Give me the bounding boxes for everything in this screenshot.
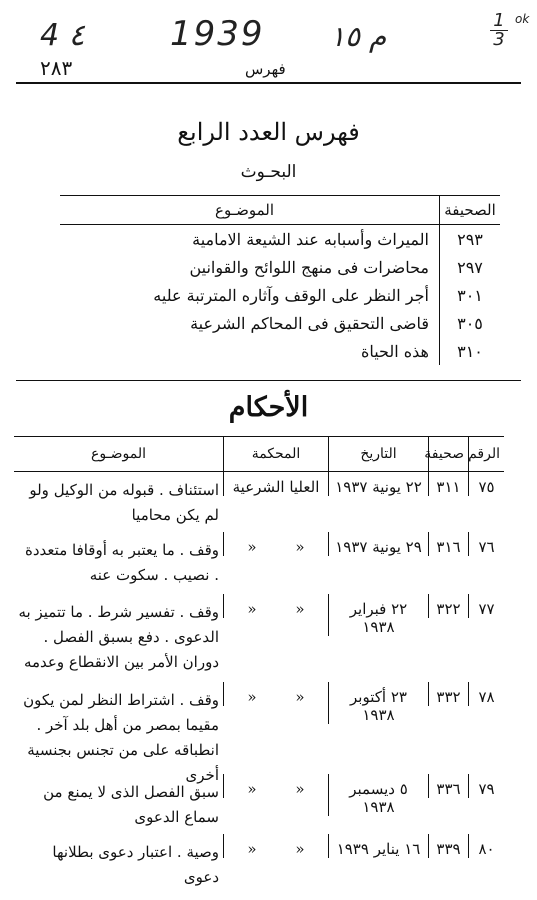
ruling-row	[14, 774, 504, 834]
research-row	[60, 337, 500, 365]
ditto-mark: «	[295, 840, 305, 858]
research-col-page: الصحيفة	[439, 196, 500, 224]
fraction-denominator: 3	[493, 29, 505, 50]
ruling-number: ٧٥	[468, 472, 504, 496]
ruling-date: ١٦ يناير ١٩٣٩	[328, 834, 428, 858]
ruling-number: ٧٩	[468, 774, 504, 798]
research-row	[60, 253, 500, 281]
ruling-row	[14, 472, 504, 532]
rulings-col-subject: الموضـوع	[90, 446, 147, 462]
ditto-mark: «	[247, 600, 257, 618]
ditto-mark: «	[247, 780, 257, 798]
ruling-date: ٥ ديسمبر ١٩٣٨	[328, 774, 428, 816]
ruling-subject: وصية . اعتبار دعوى بطلانها دعوى	[52, 843, 219, 886]
rulings-col-page: صحيفة	[428, 437, 468, 471]
research-page: ٢٩٣	[439, 225, 500, 253]
handwritten-year: 1939	[170, 14, 265, 54]
ruling-date: ٢٢ يونية ١٩٣٧	[328, 472, 428, 496]
ditto-mark: «	[295, 600, 305, 618]
ruling-court-ditto	[223, 532, 328, 556]
handwritten-number: 4 ٤	[40, 18, 85, 53]
ruling-page: ٣٣٦	[428, 774, 468, 798]
header-rule	[16, 82, 521, 84]
ruling-subject: سبق الفصل الذى لا يمنع من سماع الدعوى	[43, 783, 219, 826]
research-page: ٣٠٥	[439, 309, 500, 337]
ruling-date: ٢٢ فبراير ١٩٣٨	[328, 594, 428, 636]
ruling-number: ٧٦	[468, 532, 504, 556]
ruling-page: ٣١٦	[428, 532, 468, 556]
rulings-col-date: التاريخ	[328, 437, 428, 471]
ruling-date: ٢٣ أكتوبر ١٩٣٨	[328, 682, 428, 724]
ruling-court-ditto	[223, 834, 328, 858]
index-title: فهرس العدد الرابع	[177, 118, 360, 146]
research-col-subject: الموضـوع	[215, 201, 274, 219]
ditto-mark: «	[247, 538, 257, 556]
research-row	[60, 309, 500, 337]
ruling-subject: استئناف . قبوله من الوكيل ولو لم يكن محاميا	[29, 481, 219, 524]
ruling-number: ٨٠	[468, 834, 504, 858]
research-subject: محاضرات فى منهج اللوائح والقوانين	[189, 257, 429, 277]
research-subject: أجر النظر على الوقف وآثاره المترتبة عليه	[153, 285, 429, 305]
research-page: ٢٩٧	[439, 253, 500, 281]
research-page: ٣١٠	[439, 337, 500, 365]
ruling-row	[14, 594, 504, 682]
ruling-number: ٧٧	[468, 594, 504, 618]
rulings-section-title: الأحكام	[228, 392, 309, 423]
handwritten-ok: ok	[515, 12, 530, 26]
ruling-subject: وقف . تفسير شرط . ما تتميز به الدعوى . دفع بسبق الفصل . دوران الأمر بين الانقطاع وعدمه	[18, 603, 219, 671]
ruling-court-ditto	[223, 594, 328, 618]
research-row	[60, 281, 500, 309]
ditto-mark: «	[247, 688, 257, 706]
section-divider	[16, 380, 521, 381]
research-header-row	[60, 196, 500, 225]
ditto-mark: «	[295, 780, 305, 798]
research-subject: قاضى التحقيق فى المحاكم الشرعية	[190, 313, 429, 333]
research-row	[60, 225, 500, 253]
rulings-col-number: الرقم	[468, 437, 504, 471]
rulings-table	[14, 436, 504, 886]
ditto-mark: «	[295, 538, 305, 556]
ruling-subject: وقف . ما يعتبر به أوقافا متعددة . نصيب . سكوت عنه	[25, 541, 219, 584]
ruling-court-ditto	[223, 682, 328, 706]
ruling-row	[14, 834, 504, 886]
ruling-row	[14, 682, 504, 784]
ditto-mark: «	[295, 688, 305, 706]
ruling-number: ٧٨	[468, 682, 504, 706]
ruling-subject: وقف . اشتراط النظر لمن يكون مقيما بمصر من أهل بلد آخر . انطباقه على من تجنس بجنسية أخرى	[23, 691, 219, 784]
ruling-court: العليا الشرعية	[223, 472, 328, 496]
ruling-row	[14, 532, 504, 594]
ruling-page: ٣٢٢	[428, 594, 468, 618]
rulings-col-court: المحكمة	[223, 437, 328, 471]
ditto-mark: «	[247, 840, 257, 858]
research-subject: هذه الحياة	[360, 341, 429, 361]
research-section-title: البحـوث	[240, 162, 297, 182]
ruling-page: ٣١١	[428, 472, 468, 496]
ruling-page: ٣٣٢	[428, 682, 468, 706]
handwritten-volume: م ١٥	[330, 20, 387, 53]
research-page: ٣٠١	[439, 281, 500, 309]
ruling-court-ditto	[223, 774, 328, 798]
fraction-numerator: 1	[493, 10, 505, 31]
handwritten-fraction	[490, 12, 508, 49]
research-table	[60, 195, 500, 365]
ruling-page: ٣٣٩	[428, 834, 468, 858]
running-title: فهرس	[245, 60, 286, 78]
page-number: ٢٨٣	[40, 56, 73, 80]
research-subject: الميراث وأسبابه عند الشيعة الامامية	[192, 229, 429, 249]
ruling-date: ٢٩ يونية ١٩٣٧	[328, 532, 428, 556]
rulings-header-row	[14, 436, 504, 472]
